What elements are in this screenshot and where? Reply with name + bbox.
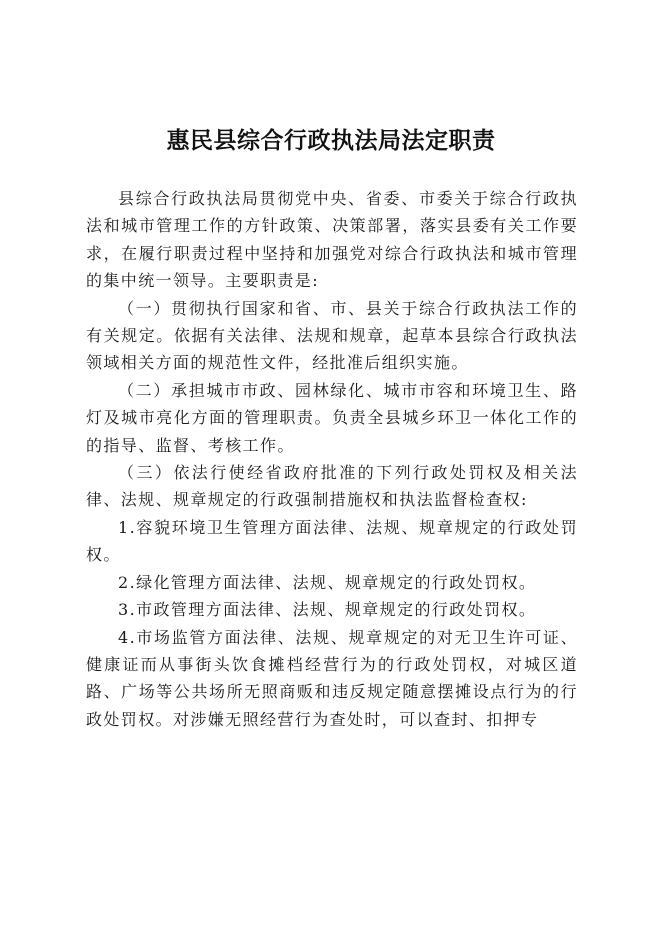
paragraph-subitem-2: 2.绿化管理方面法律、法规、规章规定的行政处罚权。 [118, 572, 537, 592]
document-title: 惠民县综合行政执法局法定职责 [166, 127, 496, 154]
paragraph-subitem-4: 4.市场监管方面法律、法规、规章规定的对无卫生许可证、健康证而从事街头饮食摊档经营行为的行政处罚权，对城区道路、广场等公共场所无照商贩和违反规定随意摆摊设点行为的行政处罚权。对涉嫌无照经营行为查处时，可以查封、扣押专 [86, 627, 578, 729]
document-body [86, 185, 578, 733]
paragraph-subitem-1: 1.容貌环境卫生管理方面法律、法规、规章规定的行政处罚权。 [86, 517, 578, 565]
paragraph-subitem-3: 3.市政管理方面法律、法规、规章规定的行政处罚权。 [118, 600, 537, 620]
paragraph-item-2: （二）承担城市市政、园林绿化、城市市容和环境卫生、路灯及城市亮化方面的管理职责。负责全县城乡环卫一体化工作的的指导、监督、考核工作。 [86, 380, 578, 455]
paragraph-item-1: （一）贯彻执行国家和省、市、县关于综合行政执法工作的有关规定。依据有关法律、法规和规章，起草本县综合行政执法领域相关方面的规范性文件，经批准后组织实施。 [86, 298, 578, 373]
paragraph-item-3: （三）依法行使经省政府批准的下列行政处罚权及相关法律、法规、规章规定的行政强制措施权和执法监督检查权: [86, 463, 578, 510]
paragraph-intro: 县综合行政执法局贯彻党中央、省委、市委关于综合行政执法和城市管理工作的方针政策、决策部署，落实县委有关工作要求，在履行职责过程中坚持和加强党对综合行政执法和城市管理的集中统一领导。主要职责是: [86, 189, 578, 291]
